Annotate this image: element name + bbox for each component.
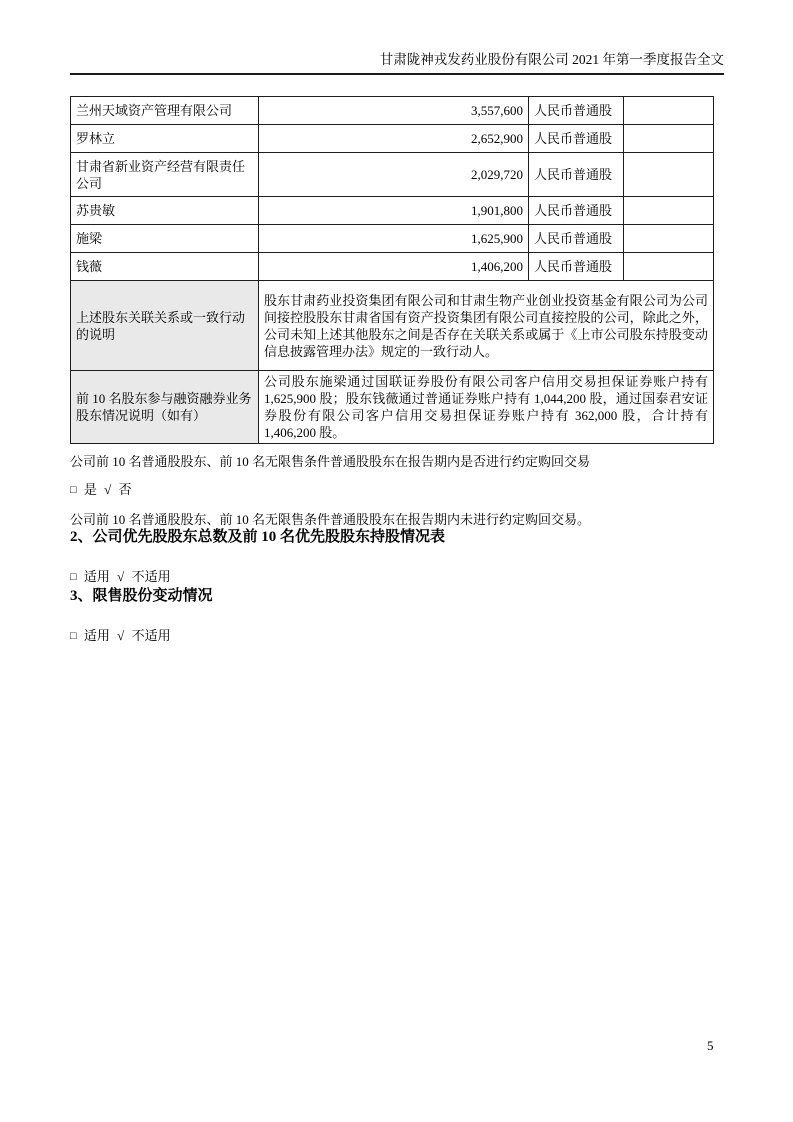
share-type: 人民币普通股	[529, 125, 624, 153]
empty-cell	[624, 197, 714, 225]
top10-shareholders-table	[70, 96, 714, 444]
section-2-applicable-line	[70, 568, 724, 587]
share-type: 人民币普通股	[529, 253, 624, 281]
section-3-title: 3、限售股份变动情况	[70, 588, 213, 604]
share-type: 人民币普通股	[529, 225, 624, 253]
shares-held: 1,625,900	[259, 225, 529, 253]
empty-cell	[624, 97, 714, 125]
shares-held: 1,406,200	[259, 253, 529, 281]
share-type: 人民币普通股	[529, 97, 624, 125]
margin-trading-row	[71, 371, 714, 444]
shares-held: 2,029,720	[259, 153, 529, 197]
check-icon: √	[117, 569, 125, 584]
section-2-title: 2、公司优先股股东总数及前 10 名优先股股东持股情况表	[70, 529, 446, 545]
option-not-applicable-label: 不适用	[131, 628, 171, 643]
shares-held: 2,652,900	[259, 125, 529, 153]
table-row	[71, 253, 714, 281]
checkbox-unchecked-icon: □	[70, 571, 77, 583]
repurchase-option-line	[70, 481, 724, 500]
check-icon: √	[117, 628, 125, 643]
relationship-label: 上述股东关联关系或一致行动的说明	[71, 281, 259, 371]
empty-cell	[624, 225, 714, 253]
margin-trading-label: 前 10 名股东参与融资融券业务股东情况说明（如有）	[71, 371, 259, 444]
shareholder-name: 兰州天域资产管理有限公司	[71, 97, 259, 125]
option-applicable-label: 适用	[83, 628, 110, 643]
table-row	[71, 197, 714, 225]
table-row	[71, 153, 714, 197]
document-page	[70, 0, 724, 646]
option-yes-label: 是	[83, 482, 97, 497]
empty-cell	[624, 153, 714, 197]
section-3-applicable-line	[70, 627, 724, 646]
shares-held: 3,557,600	[259, 97, 529, 125]
empty-cell	[624, 125, 714, 153]
relationship-row	[71, 281, 714, 371]
table-row	[71, 225, 714, 253]
checkbox-unchecked-icon: □	[70, 630, 77, 642]
shareholder-name: 甘肃省新业资产经营有限责任公司	[71, 153, 259, 197]
repurchase-statement: 公司前 10 名普通股股东、前 10 名无限售条件普通股股东在报告期内未进行约定购回交易。	[70, 512, 591, 527]
checkbox-unchecked-icon: □	[70, 484, 77, 496]
shareholder-name: 施梁	[71, 225, 259, 253]
page-number: 5	[707, 1038, 714, 1053]
margin-trading-content: 公司股东施梁通过国联证券股份有限公司客户信用交易担保证券账户持有 1,625,900 股；股东钱薇通过普通证券账户持有 1,044,200 股，通过国泰君安证券股份有限公司客户信用交易担保证券账户持有 362,000 股，合计持有 1,406,200 股。	[259, 371, 714, 444]
option-applicable-label: 适用	[83, 569, 110, 584]
option-not-applicable-label: 不适用	[131, 569, 171, 584]
share-type: 人民币普通股	[529, 197, 624, 225]
shareholder-name: 罗林立	[71, 125, 259, 153]
share-type: 人民币普通股	[529, 153, 624, 197]
empty-cell	[624, 253, 714, 281]
relationship-content: 股东甘肃药业投资集团有限公司和甘肃生物产业创业投资基金有限公司为公司间接控股股东甘肃省国有资产投资集团有限公司直接控股的公司，除此之外，公司未知上述其他股东之间是否存在关联关系或属于《上市公司股东持股变动信息披露管理办法》规定的一致行动人。	[259, 281, 714, 371]
repurchase-question: 公司前 10 名普通股股东、前 10 名无限售条件普通股股东在报告期内是否进行约定购回交易	[70, 454, 591, 469]
report-header-title: 甘肃陇神戎发药业股份有限公司 2021 年第一季度报告全文	[70, 50, 724, 75]
shareholder-name: 钱薇	[71, 253, 259, 281]
shares-held: 1,901,800	[259, 197, 529, 225]
table-row	[71, 125, 714, 153]
shareholder-name: 苏贵敏	[71, 197, 259, 225]
option-no-label: 否	[118, 482, 132, 497]
table-row	[71, 97, 714, 125]
check-icon: √	[104, 482, 112, 497]
